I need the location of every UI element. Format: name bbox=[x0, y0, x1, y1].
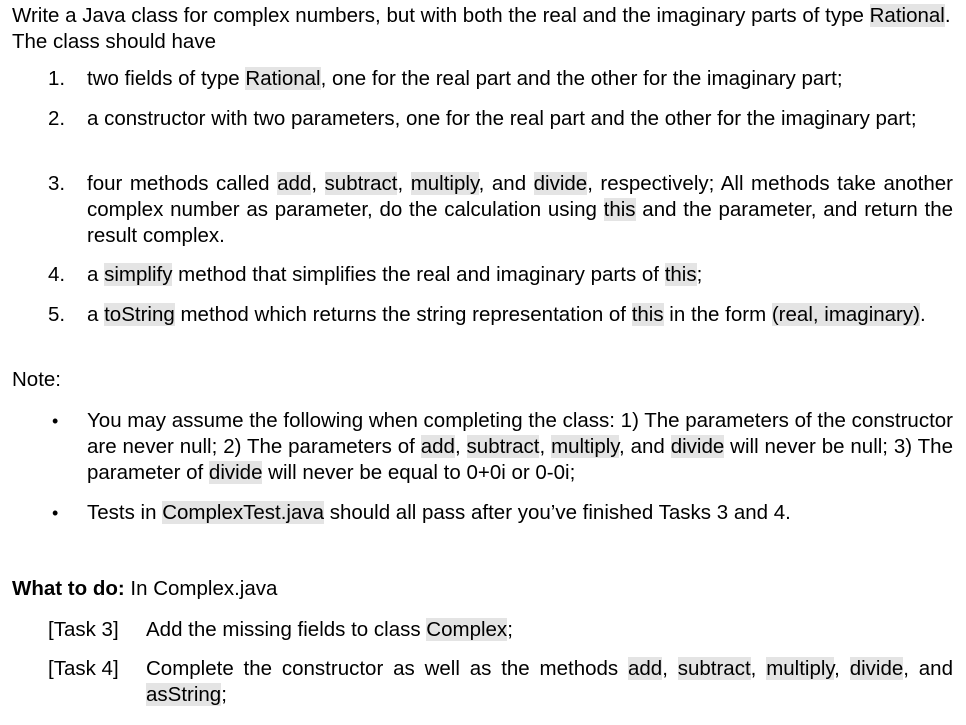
code-subtract: subtract bbox=[324, 172, 398, 195]
text: You may assume the following when completing the class: 1) The parameters of the constructor are never null; 2) The parameters of bbox=[87, 409, 954, 458]
text: method which returns the string representation of bbox=[174, 303, 632, 326]
list-number: 3. bbox=[48, 172, 66, 195]
code-subtract: subtract bbox=[677, 657, 751, 680]
what-to-do-label: What to do: bbox=[12, 577, 125, 600]
text: Add the missing fields to class bbox=[146, 618, 427, 641]
intro-paragraph bbox=[12, 3, 957, 55]
intro-text-end: . The class should have bbox=[12, 4, 951, 53]
code-subtract: subtract bbox=[466, 435, 540, 458]
code-this: this bbox=[631, 303, 664, 326]
text: in the form bbox=[663, 303, 772, 326]
text: . bbox=[919, 303, 926, 326]
text: , bbox=[397, 172, 411, 195]
text: should all pass after you’ve finished Tasks 3 and 4. bbox=[324, 501, 791, 524]
code-rational: Rational bbox=[869, 4, 945, 27]
code-multiply: multiply bbox=[410, 172, 479, 195]
text: , and bbox=[619, 435, 671, 458]
text: , and bbox=[478, 172, 534, 195]
what-to-do-text: In Complex.java bbox=[124, 577, 278, 600]
code-this: this bbox=[664, 263, 697, 286]
text: , bbox=[311, 172, 325, 195]
code-divide: divide bbox=[849, 657, 904, 680]
code-add: add bbox=[277, 172, 312, 195]
code-multiply: multiply bbox=[551, 435, 620, 458]
task-tag: [Task 4] bbox=[48, 657, 119, 680]
text: a bbox=[87, 303, 105, 326]
what-to-do-heading bbox=[12, 576, 277, 602]
text: , bbox=[539, 435, 552, 458]
text: method that simplifies the real and imaginary parts of bbox=[172, 263, 665, 286]
text: Complete the constructor as well as the methods bbox=[146, 657, 628, 680]
list-item-text: a constructor with two parameters, one for the real part and the other for the imaginary part; bbox=[87, 107, 917, 130]
text: two fields of type bbox=[87, 67, 246, 90]
list-number: 4. bbox=[48, 263, 66, 286]
text: , bbox=[834, 657, 850, 680]
code-divide: divide bbox=[208, 461, 263, 484]
text: will never be equal to 0+0i or 0-0i; bbox=[262, 461, 576, 484]
code-asstring: asString bbox=[146, 683, 222, 706]
text: a bbox=[87, 263, 105, 286]
code-real-imaginary: (real, imaginary) bbox=[771, 303, 920, 326]
code-simplify: simplify bbox=[104, 263, 173, 286]
text: ; bbox=[221, 683, 227, 706]
bullet-text bbox=[87, 408, 953, 486]
text: , and bbox=[903, 657, 953, 680]
bullet-text bbox=[87, 500, 953, 526]
code-multiply: multiply bbox=[766, 657, 835, 680]
list-item-text bbox=[87, 66, 953, 92]
text: , bbox=[750, 657, 767, 680]
list-item-text bbox=[87, 302, 953, 328]
text: , respectively; All methods take another complex number as parameter, do the calculation using bbox=[87, 172, 953, 221]
bullet-icon: • bbox=[52, 411, 59, 431]
code-rational: Rational bbox=[245, 67, 321, 90]
text: , bbox=[454, 435, 467, 458]
bullet-icon: • bbox=[52, 503, 59, 523]
list-number: 1. bbox=[48, 67, 66, 90]
task-tag: [Task 3] bbox=[48, 618, 119, 641]
text: will never be null; 3) The parameter of bbox=[87, 435, 953, 484]
list-item-text bbox=[87, 262, 953, 288]
text: ; bbox=[507, 618, 513, 641]
note-label: Note: bbox=[12, 368, 61, 391]
code-tostring: toString bbox=[104, 303, 175, 326]
task-text bbox=[146, 617, 953, 643]
list-number: 2. bbox=[48, 107, 66, 130]
text: , one for the real part and the other for the imaginary part; bbox=[320, 67, 843, 90]
code-add: add bbox=[420, 435, 455, 458]
text: four methods called bbox=[87, 172, 278, 195]
code-add: add bbox=[627, 657, 663, 680]
code-complex: Complex bbox=[426, 618, 508, 641]
code-this: this bbox=[603, 198, 636, 221]
text: Tests in bbox=[87, 501, 163, 524]
intro-text: Write a Java class for complex numbers, but with both the real and the imaginary parts of type bbox=[12, 4, 870, 27]
text: ; bbox=[696, 263, 703, 286]
list-number: 5. bbox=[48, 303, 66, 326]
task-text bbox=[146, 656, 953, 708]
list-item-text bbox=[87, 171, 953, 249]
code-complextest: ComplexTest.java bbox=[162, 501, 324, 524]
text: and the parameter, and return the result complex. bbox=[87, 198, 954, 247]
code-divide: divide bbox=[533, 172, 588, 195]
code-divide: divide bbox=[670, 435, 725, 458]
text: , bbox=[662, 657, 678, 680]
